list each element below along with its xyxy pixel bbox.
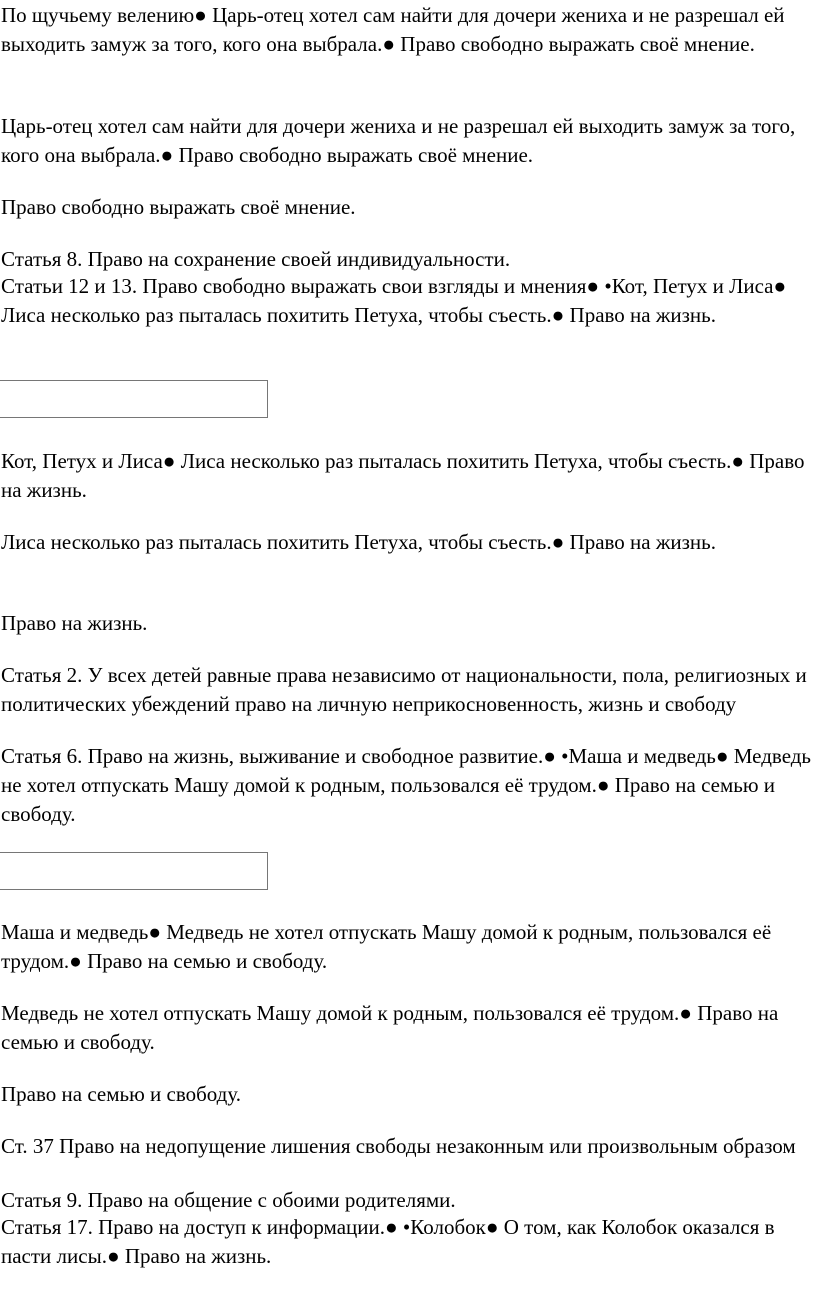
paragraph-kot-petukh: Кот, Петух и Лиса● Лиса несколько раз пыталась похитить Петуха, чтобы съесть.● Право на жизнь. xyxy=(1,449,805,502)
blank-frame-1 xyxy=(0,380,268,418)
paragraph-tsar-otets: Царь-отец хотел сам найти для дочери жениха и не разрешал ей выходить замуж за того, кого она выбрала.● Право свободно выражать своё мнение. xyxy=(1,114,796,167)
paragraph-pravo-mnenie: Право свободно выражать своё мнение. xyxy=(1,195,356,219)
paragraph-statyi-12-13: Статьи 12 и 13. Право свободно выражать свои взгляды и мнения● •Кот, Петух и Лиса● Лиса несколько раз пыталась похитить Петуха, чтобы съесть.● Право на жизнь. xyxy=(1,274,787,327)
paragraph-lisa: Лиса несколько раз пыталась похитить Петуха, чтобы съесть.● Право на жизнь. xyxy=(1,530,716,554)
paragraph-pravo-na-semyu: Право на семью и свободу. xyxy=(1,1082,242,1106)
paragraph-statya-17: Статья 17. Право на доступ к информации.● •Колобок● О том, как Колобок оказался в пасти лисы.● Право на жизнь. xyxy=(1,1215,775,1268)
paragraph-statya-8: Статья 8. Право на сохранение своей индивидуальности. xyxy=(1,247,511,271)
paragraph-statya-9: Статья 9. Право на общение с обоими родителями. xyxy=(1,1188,456,1212)
paragraph-statya-6: Статья 6. Право на жизнь, выживание и свободное развитие.● •Маша и медведь● Медведь не хотел отпускать Машу домой к родным, пользовался её трудом.● Право на семью и свободу. xyxy=(1,744,812,826)
paragraph-st-37: Ст. 37 Право на недопущение лишения свободы незаконным или произвольным образом xyxy=(1,1134,796,1158)
paragraph-po-shchuchyemu: По щучьему велению● Царь-отец хотел сам найти для дочери жениха и не разрешал ей выходить замуж за того, кого она выбрала.● Право свободно выражать своё мнение. xyxy=(1,3,785,56)
paragraph-medved: Медведь не хотел отпускать Машу домой к родным, пользовался её трудом.● Право на семью и свободу. xyxy=(1,1001,779,1054)
paragraph-pravo-na-zhizn: Право на жизнь. xyxy=(1,611,148,635)
paragraph-statya-2: Статья 2. У всех детей равные права независимо от национальности, пола, религиозных и политических убеждений право на личную неприкосновенность, жизнь и свободу xyxy=(1,663,807,716)
paragraph-masha-medved: Маша и медведь● Медведь не хотел отпускать Машу домой к родным, пользовался её трудом.● Право на семью и свободу. xyxy=(1,920,772,973)
blank-frame-2 xyxy=(0,852,268,890)
